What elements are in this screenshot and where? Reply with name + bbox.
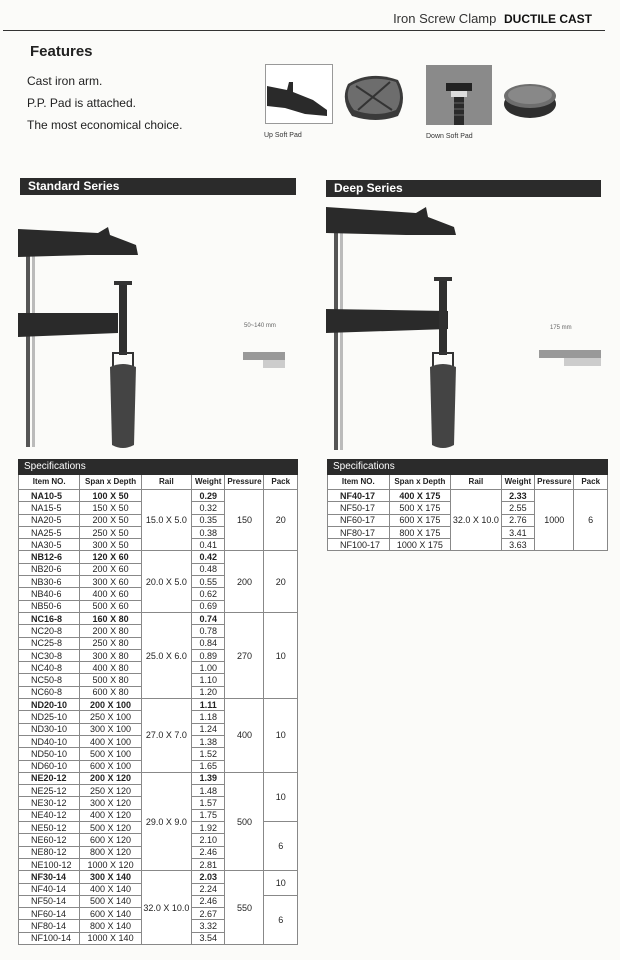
item-number: NA15-5 — [19, 502, 80, 514]
standard-series-header: Standard Series — [20, 178, 296, 195]
item-number: NA25-5 — [19, 526, 80, 538]
item-number: ND50-10 — [19, 748, 80, 760]
span-depth: 200 X 120 — [80, 772, 141, 784]
item-number: NF50-17 — [328, 502, 390, 514]
weight: 1.39 — [191, 772, 224, 784]
span-depth: 400 X 100 — [80, 735, 141, 747]
table-row — [19, 551, 298, 563]
item-number: NC50-8 — [19, 674, 80, 686]
span-depth: 500 X 60 — [80, 600, 141, 612]
table-row — [328, 490, 608, 502]
pack: 10 — [264, 772, 298, 821]
column-header: Weight — [191, 475, 224, 490]
weight: 3.32 — [191, 920, 224, 932]
weight: 2.03 — [191, 871, 224, 883]
span-depth: 150 X 50 — [80, 502, 141, 514]
column-header: Pack — [574, 475, 608, 490]
features-title: Features — [30, 43, 93, 60]
item-number: NE30-12 — [19, 797, 80, 809]
table-row — [19, 772, 298, 784]
spec-header-row — [328, 475, 608, 490]
item-number: NF40-14 — [19, 883, 80, 895]
item-number: NF30-14 — [19, 871, 80, 883]
weight: 2.67 — [191, 908, 224, 920]
span-depth: 300 X 100 — [80, 723, 141, 735]
rail-size: 25.0 X 6.0 — [141, 612, 191, 698]
span-depth: 300 X 60 — [80, 576, 141, 588]
span-depth: 300 X 140 — [80, 871, 141, 883]
deep-spec-table — [327, 459, 608, 551]
up-soft-pad-caption: Up Soft Pad — [264, 132, 302, 139]
catalog-title: Iron Screw Clamp — [393, 11, 497, 26]
item-number: NC30-8 — [19, 649, 80, 661]
item-number: NB20-6 — [19, 563, 80, 575]
standard-spec-table — [18, 459, 298, 945]
column-header: Span x Depth — [80, 475, 141, 490]
span-depth: 500 X 120 — [80, 822, 141, 834]
pressure: 270 — [225, 612, 264, 698]
weight: 0.69 — [191, 600, 224, 612]
weight: 3.54 — [191, 932, 224, 944]
span-depth: 250 X 80 — [80, 637, 141, 649]
feature-item: P.P. Pad is attached. — [27, 96, 136, 110]
item-number: NE60-12 — [19, 834, 80, 846]
item-number: ND30-10 — [19, 723, 80, 735]
weight: 0.29 — [191, 490, 224, 502]
column-header: Weight — [501, 475, 535, 490]
pressure: 150 — [225, 490, 264, 551]
weight: 2.55 — [501, 502, 535, 514]
standard-clamp-image — [18, 225, 168, 450]
item-number: NF40-17 — [328, 490, 390, 502]
spec-header-row — [19, 475, 298, 490]
pressure: 200 — [225, 551, 264, 612]
span-depth: 600 X 140 — [80, 908, 141, 920]
table-row — [19, 612, 298, 624]
deep-series-header: Deep Series — [326, 180, 601, 197]
item-number: NA20-5 — [19, 514, 80, 526]
pressure: 500 — [225, 772, 264, 870]
span-depth: 500 X 100 — [80, 748, 141, 760]
span-depth: 1000 X 140 — [80, 932, 141, 944]
down-soft-pad-image — [502, 78, 558, 122]
item-number: NF60-14 — [19, 908, 80, 920]
column-header: Pressure — [225, 475, 264, 490]
deep-clamp-image — [326, 205, 476, 450]
pressure: 400 — [225, 699, 264, 773]
item-number: NF80-14 — [19, 920, 80, 932]
column-header: Item NO. — [328, 475, 390, 490]
column-header: Rail — [451, 475, 501, 490]
span-depth: 200 X 80 — [80, 625, 141, 637]
pack: 6 — [264, 822, 298, 871]
pack: 20 — [264, 490, 298, 551]
item-number: NC25-8 — [19, 637, 80, 649]
weight: 2.81 — [191, 858, 224, 870]
span-depth: 300 X 120 — [80, 797, 141, 809]
pressure: 550 — [225, 871, 264, 945]
item-number: NB12-6 — [19, 551, 80, 563]
weight: 1.38 — [191, 735, 224, 747]
pack: 20 — [264, 551, 298, 612]
catalog-subtitle: DUCTILE CAST — [504, 12, 592, 26]
item-number: NB50-6 — [19, 600, 80, 612]
table-row — [19, 490, 298, 502]
weight: 0.84 — [191, 637, 224, 649]
span-depth: 300 X 80 — [80, 649, 141, 661]
weight: 2.76 — [501, 514, 535, 526]
rail-size: 15.0 X 5.0 — [141, 490, 191, 551]
feature-item: Cast iron arm. — [27, 74, 103, 88]
item-number: NF60-17 — [328, 514, 390, 526]
pack: 10 — [264, 699, 298, 773]
weight: 2.24 — [191, 883, 224, 895]
weight: 0.42 — [191, 551, 224, 563]
span-depth: 200 X 50 — [80, 514, 141, 526]
span-depth: 400 X 80 — [80, 662, 141, 674]
item-number: NC60-8 — [19, 686, 80, 698]
up-soft-pad-arm-image — [265, 64, 333, 124]
item-number: ND60-10 — [19, 760, 80, 772]
span-depth: 250 X 50 — [80, 526, 141, 538]
span-depth: 120 X 60 — [80, 551, 141, 563]
span-depth: 400 X 175 — [389, 490, 451, 502]
rail-size: 27.0 X 7.0 — [141, 699, 191, 773]
item-number: NA30-5 — [19, 539, 80, 551]
column-header: Item NO. — [19, 475, 80, 490]
features-list — [27, 70, 182, 136]
weight: 0.55 — [191, 576, 224, 588]
pressure: 1000 — [535, 490, 574, 551]
span-depth: 300 X 50 — [80, 539, 141, 551]
weight: 1.20 — [191, 686, 224, 698]
weight: 1.10 — [191, 674, 224, 686]
spec-table-title: Specifications — [19, 460, 298, 475]
rail-size: 32.0 X 10.0 — [451, 490, 501, 551]
table-row — [19, 871, 298, 883]
item-number: NE20-12 — [19, 772, 80, 784]
pack: 10 — [264, 871, 298, 896]
pack: 6 — [264, 895, 298, 944]
span-depth: 400 X 60 — [80, 588, 141, 600]
weight: 0.89 — [191, 649, 224, 661]
weight: 1.24 — [191, 723, 224, 735]
span-depth: 600 X 100 — [80, 760, 141, 772]
weight: 2.46 — [191, 895, 224, 907]
item-number: NC20-8 — [19, 625, 80, 637]
weight: 0.32 — [191, 502, 224, 514]
span-depth: 600 X 80 — [80, 686, 141, 698]
item-number: NE80-12 — [19, 846, 80, 858]
down-soft-pad-screw-image — [426, 65, 492, 125]
column-header: Pack — [264, 475, 298, 490]
weight: 0.74 — [191, 612, 224, 624]
item-number: NE25-12 — [19, 785, 80, 797]
weight: 0.62 — [191, 588, 224, 600]
item-number: NF80-17 — [328, 526, 390, 538]
span-depth: 500 X 175 — [389, 502, 451, 514]
item-number: ND20-10 — [19, 699, 80, 711]
span-depth: 500 X 80 — [80, 674, 141, 686]
span-depth: 200 X 100 — [80, 699, 141, 711]
item-number: NE40-12 — [19, 809, 80, 821]
item-number: NC40-8 — [19, 662, 80, 674]
span-depth: 160 X 80 — [80, 612, 141, 624]
weight: 1.52 — [191, 748, 224, 760]
span-depth: 250 X 120 — [80, 785, 141, 797]
rail-size: 29.0 X 9.0 — [141, 772, 191, 870]
catalog-header — [393, 11, 592, 26]
span-depth: 1000 X 175 — [389, 539, 451, 551]
item-number: NA10-5 — [19, 490, 80, 502]
standard-dimension-label: 50~140 mm — [244, 323, 276, 329]
span-depth: 600 X 175 — [389, 514, 451, 526]
pack: 10 — [264, 612, 298, 698]
weight: 1.11 — [191, 699, 224, 711]
item-number: NF100-17 — [328, 539, 390, 551]
header-rule — [3, 30, 605, 31]
span-depth: 200 X 60 — [80, 563, 141, 575]
weight: 2.46 — [191, 846, 224, 858]
span-depth: 800 X 140 — [80, 920, 141, 932]
item-number: NF50-14 — [19, 895, 80, 907]
item-number: ND40-10 — [19, 735, 80, 747]
span-depth: 800 X 120 — [80, 846, 141, 858]
span-depth: 100 X 50 — [80, 490, 141, 502]
rail-size: 20.0 X 5.0 — [141, 551, 191, 612]
weight: 1.00 — [191, 662, 224, 674]
feature-item: The most economical choice. — [27, 118, 183, 132]
item-number: NF100-14 — [19, 932, 80, 944]
weight: 3.63 — [501, 539, 535, 551]
item-number: NB40-6 — [19, 588, 80, 600]
weight: 1.48 — [191, 785, 224, 797]
span-depth: 800 X 175 — [389, 526, 451, 538]
item-number: NE50-12 — [19, 822, 80, 834]
span-depth: 400 X 140 — [80, 883, 141, 895]
up-soft-pad-image — [340, 68, 410, 124]
weight: 1.18 — [191, 711, 224, 723]
down-soft-pad-caption: Down Soft Pad — [426, 133, 473, 140]
weight: 0.41 — [191, 539, 224, 551]
weight: 1.75 — [191, 809, 224, 821]
deep-dimension-diagram — [539, 340, 601, 410]
spec-table-title: Specifications — [328, 460, 608, 475]
column-header: Rail — [141, 475, 191, 490]
weight: 0.78 — [191, 625, 224, 637]
column-header: Pressure — [535, 475, 574, 490]
weight: 0.48 — [191, 563, 224, 575]
span-depth: 1000 X 120 — [80, 858, 141, 870]
span-depth: 600 X 120 — [80, 834, 141, 846]
weight: 1.65 — [191, 760, 224, 772]
column-header: Span x Depth — [389, 475, 451, 490]
weight: 2.33 — [501, 490, 535, 502]
weight: 0.38 — [191, 526, 224, 538]
weight: 1.92 — [191, 822, 224, 834]
item-number: NE100-12 — [19, 858, 80, 870]
item-number: NB30-6 — [19, 576, 80, 588]
weight: 2.10 — [191, 834, 224, 846]
weight: 0.35 — [191, 514, 224, 526]
item-number: NC16-8 — [19, 612, 80, 624]
weight: 1.57 — [191, 797, 224, 809]
span-depth: 500 X 140 — [80, 895, 141, 907]
item-number: ND25-10 — [19, 711, 80, 723]
deep-dimension-label: 175 mm — [550, 325, 572, 331]
table-row — [19, 699, 298, 711]
span-depth: 400 X 120 — [80, 809, 141, 821]
weight: 3.41 — [501, 526, 535, 538]
span-depth: 250 X 100 — [80, 711, 141, 723]
pack: 6 — [574, 490, 608, 551]
rail-size: 32.0 X 10.0 — [141, 871, 191, 945]
standard-dimension-diagram — [243, 340, 285, 410]
